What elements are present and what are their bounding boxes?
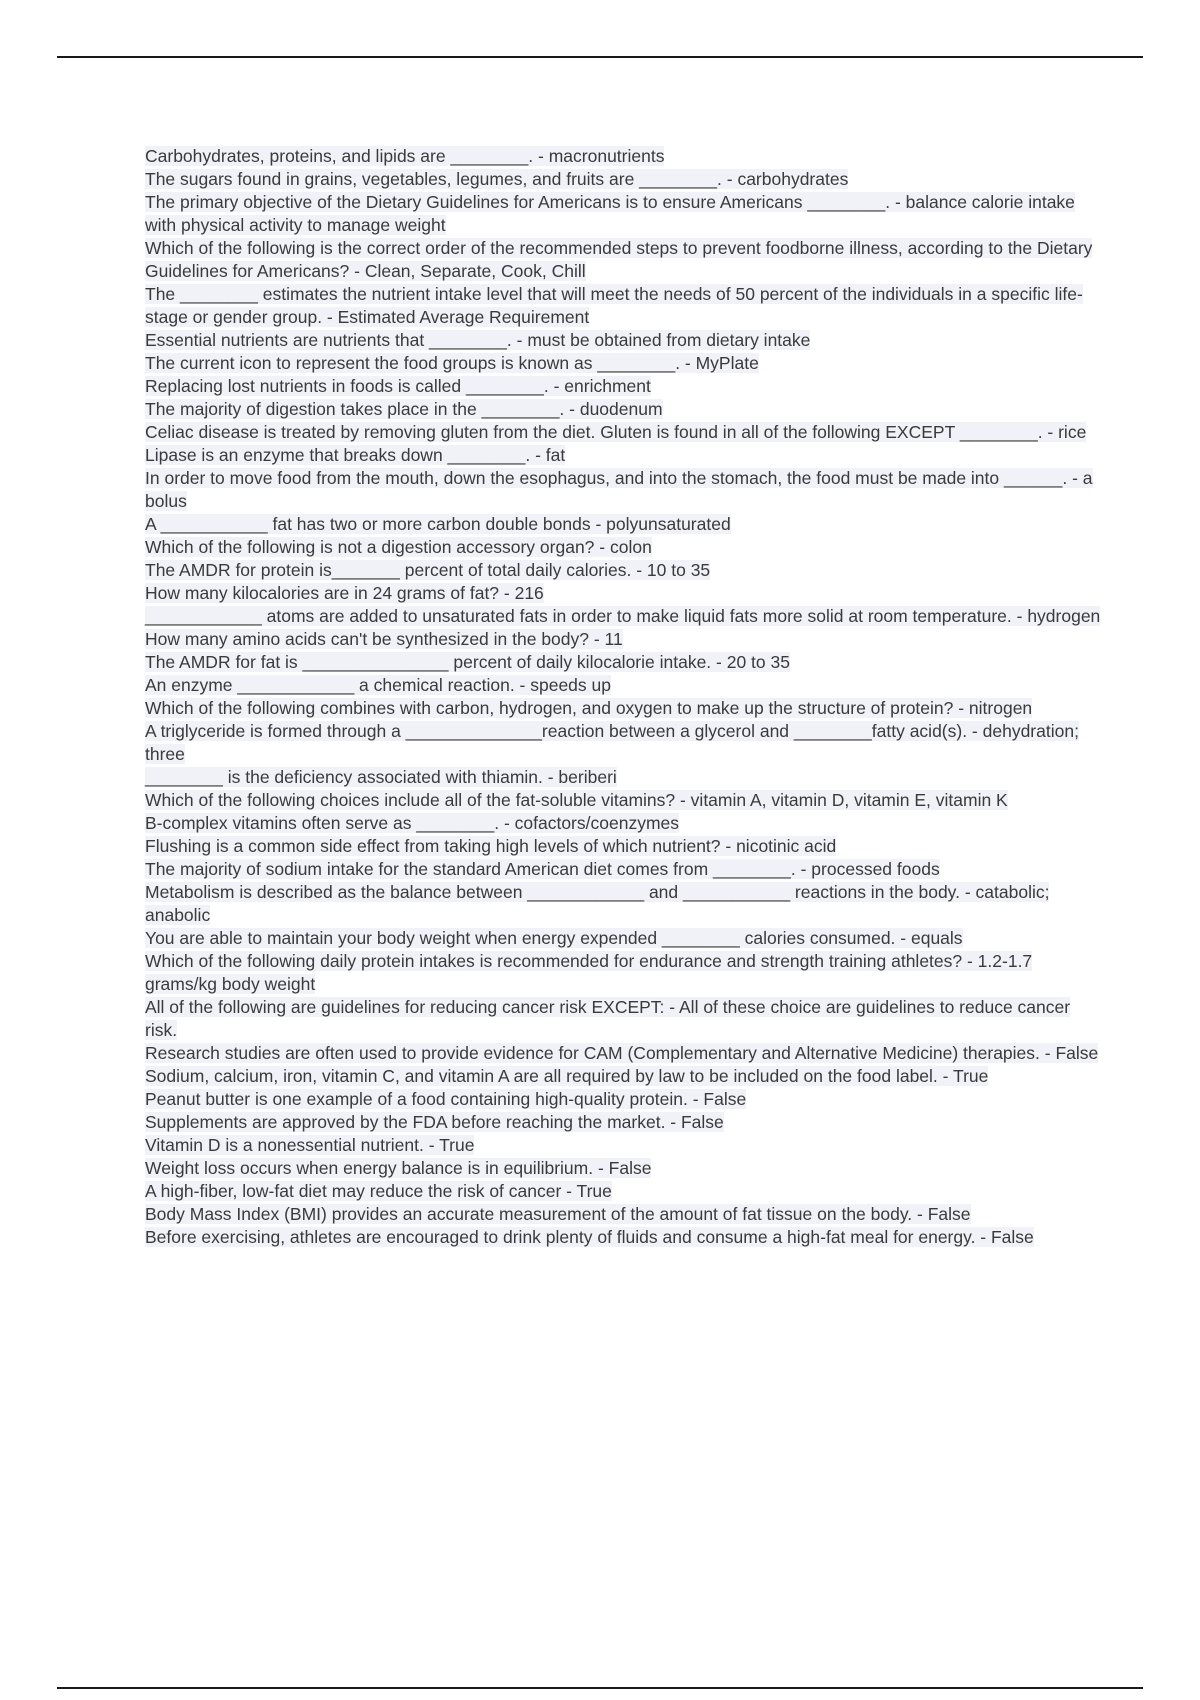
- qa-item: B-complex vitamins often serve as ________. - cofactors/coenzymes: [145, 813, 679, 833]
- qa-item: Replacing lost nutrients in foods is called ________. - enrichment: [145, 376, 651, 396]
- qa-item: A triglyceride is formed through a ______________reaction between a glycerol and ________fatty acid(s). - dehydration; three: [145, 721, 1079, 764]
- qa-item: Peanut butter is one example of a food containing high-quality protein. - False: [145, 1089, 747, 1109]
- qa-item: Which of the following is the correct order of the recommended steps to prevent foodborne illness, according to the Dietary Guidelines for Americans? - Clean, Separate, Cook, Chill: [145, 238, 1093, 281]
- header-rule: [57, 56, 1143, 58]
- qa-item: The primary objective of the Dietary Guidelines for Americans is to ensure Americans ________. - balance calorie intake with physical activity to manage weight: [145, 192, 1075, 235]
- qa-item: Which of the following combines with carbon, hydrogen, and oxygen to make up the structure of protein? - nitrogen: [145, 698, 1033, 718]
- qa-item: How many kilocalories are in 24 grams of fat? - 216: [145, 583, 544, 603]
- qa-item: Supplements are approved by the FDA before reaching the market. - False: [145, 1112, 724, 1132]
- qa-item: In order to move food from the mouth, down the esophagus, and into the stomach, the food must be made into ______. - a bolus: [145, 468, 1093, 511]
- qa-item: Which of the following is not a digestion accessory organ? - colon: [145, 537, 652, 557]
- qa-item: Vitamin D is a nonessential nutrient. - True: [145, 1135, 475, 1155]
- qa-item: Weight loss occurs when energy balance is in equilibrium. - False: [145, 1158, 652, 1178]
- qa-item: An enzyme ____________ a chemical reaction. - speeds up: [145, 675, 611, 695]
- qa-item: ________ is the deficiency associated with thiamin. - beriberi: [145, 767, 617, 787]
- footer-rule: [57, 1687, 1143, 1689]
- qa-item: Celiac disease is treated by removing gluten from the diet. Gluten is found in all of the following EXCEPT ________. - rice: [145, 422, 1087, 442]
- qa-item: The AMDR for protein is_______ percent of total daily calories. - 10 to 35: [145, 560, 711, 580]
- qa-item: Carbohydrates, proteins, and lipids are ________. - macronutrients: [145, 146, 665, 166]
- qa-item: The majority of digestion takes place in the ________. - duodenum: [145, 399, 663, 419]
- qa-item: ____________ atoms are added to unsaturated fats in order to make liquid fats more solid at room temperature. - hydrogen: [145, 606, 1101, 626]
- qa-item: How many amino acids can't be synthesized in the body? - 11: [145, 629, 623, 649]
- qa-item: A high-fiber, low-fat diet may reduce the risk of cancer - True: [145, 1181, 612, 1201]
- qa-item: Lipase is an enzyme that breaks down ________. - fat: [145, 445, 566, 465]
- qa-item: The sugars found in grains, vegetables, legumes, and fruits are ________. - carbohydrates: [145, 169, 849, 189]
- qa-item: Which of the following choices include all of the fat-soluble vitamins? - vitamin A, vitamin D, vitamin E, vitamin K: [145, 790, 1008, 810]
- qa-item: You are able to maintain your body weight when energy expended ________ calories consumed. - equals: [145, 928, 963, 948]
- qa-item: A ___________ fat has two or more carbon double bonds - polyunsaturated: [145, 514, 731, 534]
- question-answer-list: [145, 145, 1105, 1249]
- qa-item: All of the following are guidelines for reducing cancer risk EXCEPT: - All of these choice are guidelines to reduce cancer risk.: [145, 997, 1071, 1040]
- qa-item: Flushing is a common side effect from taking high levels of which nutrient? - nicotinic acid: [145, 836, 837, 856]
- qa-item: Which of the following daily protein intakes is recommended for endurance and strength training athletes? - 1.2-1.7 grams/kg body weight: [145, 951, 1033, 994]
- qa-item: The majority of sodium intake for the standard American diet comes from ________. - processed foods: [145, 859, 940, 879]
- qa-item: Research studies are often used to provide evidence for CAM (Complementary and Alternative Medicine) therapies. - False: [145, 1043, 1099, 1063]
- qa-item: Metabolism is described as the balance between ____________ and ___________ reactions in the body. - catabolic; anabolic: [145, 882, 1050, 925]
- qa-item: The AMDR for fat is _______________ percent of daily kilocalorie intake. - 20 to 35: [145, 652, 790, 672]
- qa-item: Body Mass Index (BMI) provides an accurate measurement of the amount of fat tissue on the body. - False: [145, 1204, 971, 1224]
- qa-item: Essential nutrients are nutrients that ________. - must be obtained from dietary intake: [145, 330, 811, 350]
- qa-item: The current icon to represent the food groups is known as ________. - MyPlate: [145, 353, 759, 373]
- qa-item: Before exercising, athletes are encouraged to drink plenty of fluids and consume a high-fat meal for energy. - False: [145, 1227, 1034, 1247]
- qa-item: Sodium, calcium, iron, vitamin C, and vitamin A are all required by law to be included on the food label. - True: [145, 1066, 989, 1086]
- qa-item: The ________ estimates the nutrient intake level that will meet the needs of 50 percent of the individuals in a specific life-stage or gender group. - Estimated Average Requirement: [145, 284, 1083, 327]
